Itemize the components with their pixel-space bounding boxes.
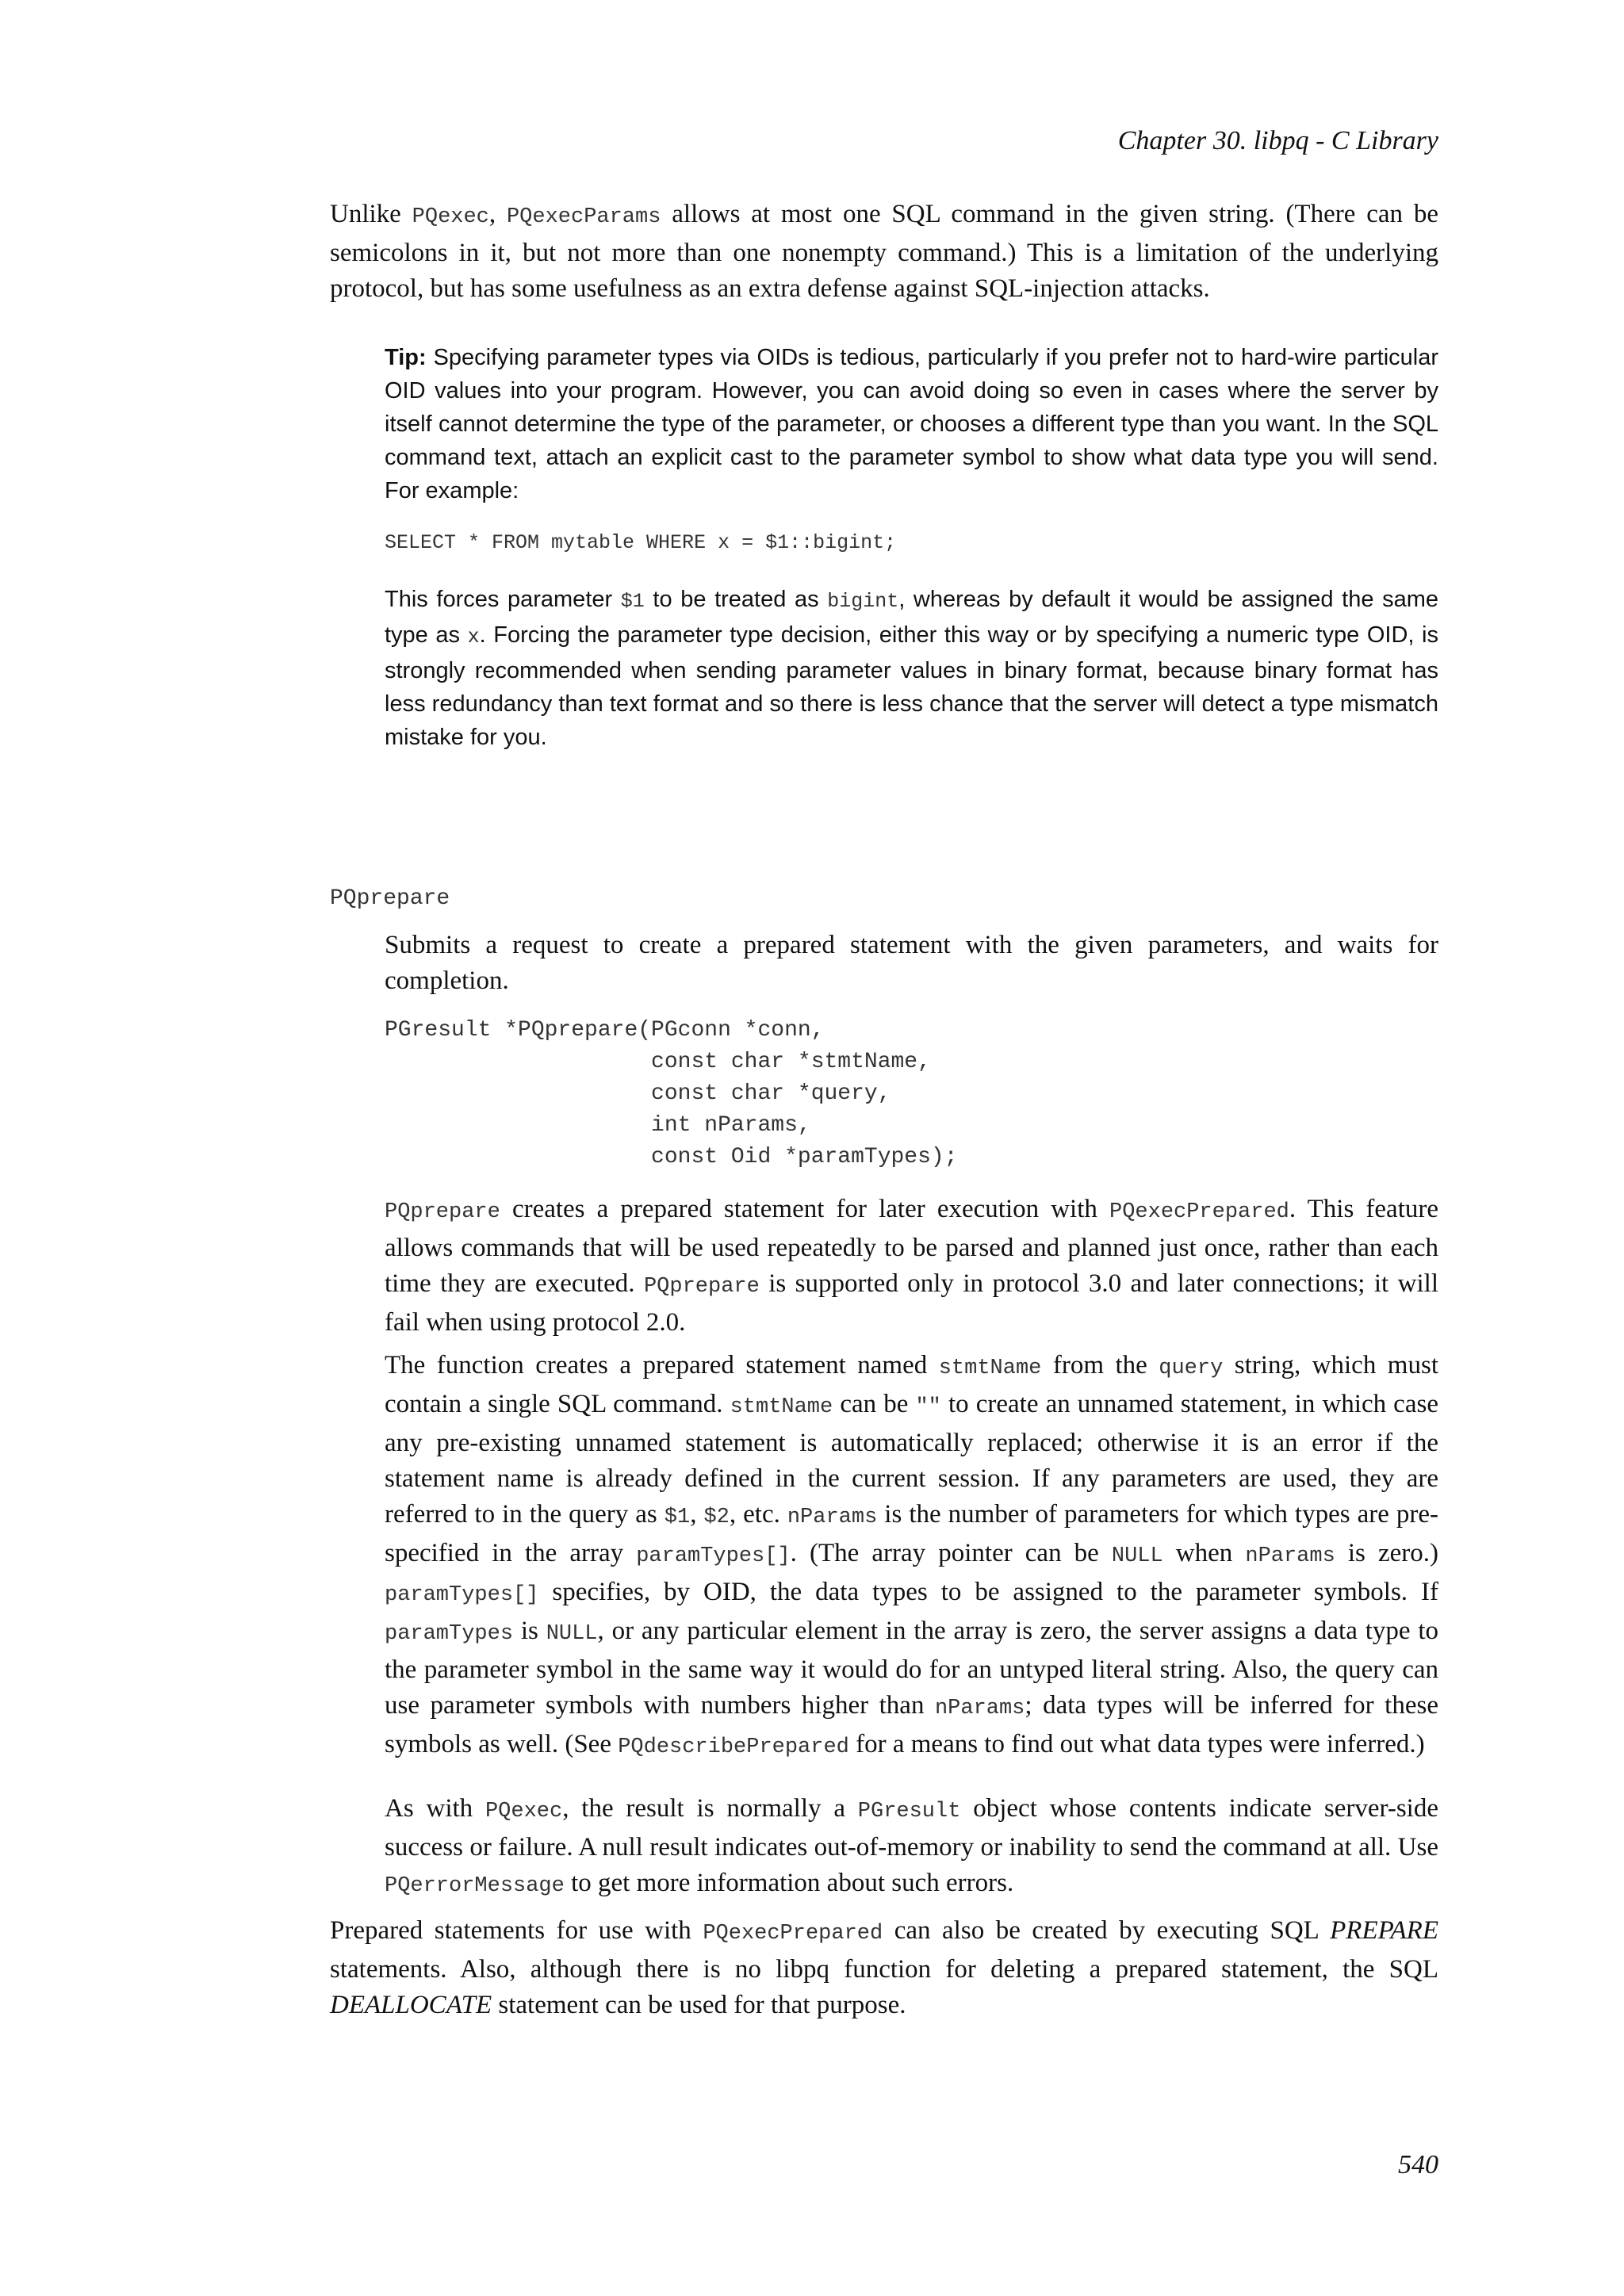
tip-paragraph: Tip: Specifying parameter types via OIDs is tedious, particularly if you prefer not to hard-wire particular OID values into your program. However, you can avoid doing so even in cases where the server by itself cannot determine the type of the parameter, or chooses a different type than you want. In the SQL command text, attach an explicit cast to the parameter symbol to show what data type you will send. For example: — [385, 345, 1438, 503]
code-pqexecparams: PQexecParams — [506, 205, 661, 229]
final-paragraph: Prepared statements for use with PQexecPrepared can also be created by executing SQL PREPARE statements. Also, although there is no libpq function for deleting a prepared statement, the SQL DEALLOCATE statement can be used for that purpose. — [330, 1916, 1438, 2019]
tip-code-example: SELECT * FROM mytable WHERE x = $1::bigint; — [385, 531, 897, 554]
pqprepare-signature: PGresult *PQprepare(PGconn *conn, const char *stmtName, const char *query, int nParams, const Oid *paramTypes); — [385, 1018, 958, 1169]
intro-paragraph: Unlike PQexec, PQexecParams allows at most one SQL command in the given string. (There can be semicolons in it, but not more than one nonempty command.) This is a limitation of the underlying protocol, but has some usefulness as an extra defense against SQL-injection attacks. — [330, 200, 1439, 303]
tip-paragraph-2: This forces parameter $1 to be treated as bigint, whereas by default it would be assigned the same type as x. Forcing the parameter type decision, either this way or by specifying a numeric type OID, is strongly recommended when sending parameter values in binary format, because binary format has less redundancy than text format and so there is less chance that the server will detect a type mismatch mistake for you. — [385, 587, 1438, 750]
function-term-pqprepare: PQprepare — [330, 886, 450, 911]
pqprepare-description: Submits a request to create a prepared statement with the given parameters, and waits for completion. — [385, 931, 1438, 995]
running-header: Chapter 30. libpq - C Library — [1117, 126, 1438, 155]
tip-label: Tip: — [385, 345, 427, 370]
pqprepare-paragraph-3: As with PQexec, the result is normally a PGresult object whose contents indicate server-side success or failure. A null result indicates out-of-memory or inability to send the command at all. Use PQerrorMessage to get more information about such errors. — [385, 1794, 1438, 1898]
code-pqexec: PQexec — [412, 205, 489, 229]
page-number: 540 — [1398, 2150, 1438, 2179]
pqprepare-paragraph-1: PQprepare creates a prepared statement for later execution with PQexecPrepared. This feature allows commands that will be used repeatedly to be parsed and planned just once, rather than each time they are executed. PQprepare is supported only in protocol 3.0 and later connections; it will fail when using protocol 2.0. — [385, 1195, 1438, 1337]
pqprepare-paragraph-2: The function creates a prepared statement named stmtName from the query string, which must contain a single SQL command. stmtName can be "" to create an unnamed statement, in which case any pre-existing unnamed statement is automatically replaced; otherwise it is an error if the statement name is already defined in the current session. If any parameters are used, they are referred to in the query as $1, $2, etc. nParams is the number of parameters for which types are pre-specified in the array paramTypes[]. (The array pointer can be NULL when nParams is zero.) paramTypes[] specifies, by OID, the data types to be assigned to the parameter symbols. If paramTypes is NULL, or any particular element in the array is zero, the server assigns a data type to the parameter symbol in the same way it would do for an untyped literal string. Also, the query can use parameter symbols with numbers higher than nParams; data types will be inferred for these symbols as well. (See PQdescribePrepared for a means to find out what data types were inferred.) — [385, 1351, 1438, 1759]
